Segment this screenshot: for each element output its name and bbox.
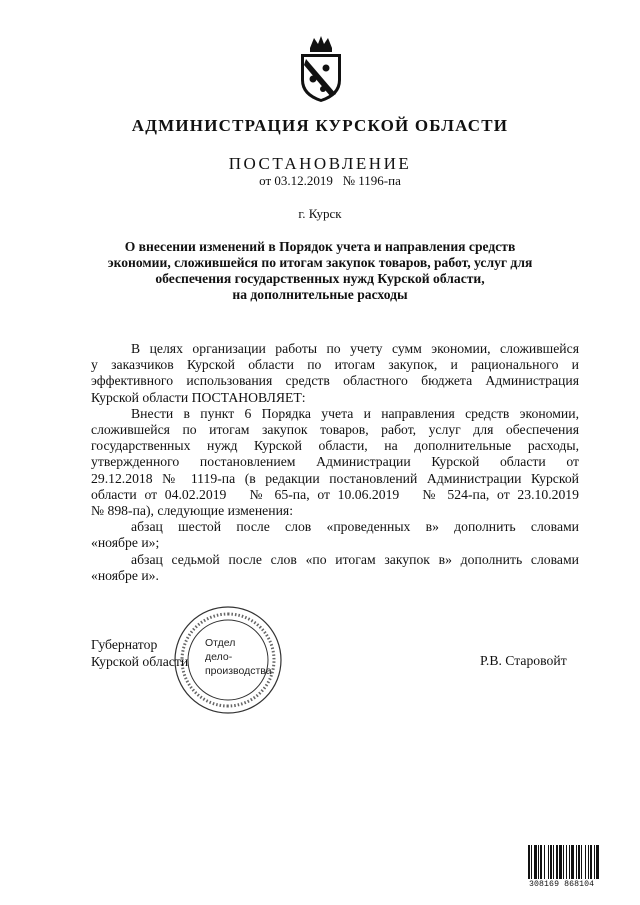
barcode-bar xyxy=(553,845,554,879)
barcode-bar xyxy=(590,845,592,879)
subject-line: обеспечения государственных нужд Курской области, xyxy=(155,271,485,286)
stamp-text xyxy=(205,636,272,678)
barcode-bar xyxy=(548,845,549,879)
barcode-bar xyxy=(528,845,530,879)
subject-line: О внесении изменений в Порядок учета и направления средств xyxy=(124,239,516,254)
barcode-bar xyxy=(571,845,574,879)
kursk-coat-of-arms-icon xyxy=(296,34,346,104)
body-line: области от 04.02.2019 № 65-па, от 10.06.2019 № 524-па, от 23.10.2019 xyxy=(91,486,579,502)
body-line: государственных нужд Курской области, на дополнительные расходы, xyxy=(91,438,579,454)
city-label: г. Курск xyxy=(298,206,342,221)
body-line: Внести в пункт 6 Порядка учета и направления средств экономии, xyxy=(131,405,579,421)
stamp-line: Отдел xyxy=(205,637,236,649)
body-line: у заказчиков Курской области по итогам закупок, и рационального и xyxy=(91,357,579,373)
barcode-bar xyxy=(534,845,537,879)
body-line: утвержденного постановлением Администрации Курской области от xyxy=(91,454,579,470)
barcode-bar xyxy=(585,845,586,879)
barcode-bar xyxy=(550,845,552,879)
subject-line: экономии, сложившейся по итогам закупок товаров, работ, услуг для xyxy=(107,255,533,270)
body-line: сложившейся по итогам закупок товаров, работ, услуг для обеспечения xyxy=(91,422,579,438)
document-body xyxy=(91,341,579,584)
barcode-bar xyxy=(569,845,570,879)
stamp-line: производства xyxy=(205,665,272,677)
body-line: В целях организации работы по учету сумм экономии, сложившейся xyxy=(131,341,579,356)
body-line: 29.12.2018 № 1119-па (в редакции постановлений Администрации Курской xyxy=(91,470,579,486)
barcode-bar xyxy=(563,845,564,879)
signature-position-line: Курской области xyxy=(91,653,189,669)
barcode-bar xyxy=(544,845,545,879)
barcode-bar xyxy=(566,845,567,879)
document-date-number: от 03.12.2019 № 1196-па xyxy=(259,173,401,188)
barcode-bar xyxy=(581,845,582,879)
barcode-bar xyxy=(588,845,589,879)
body-line: эффективного использования средств областного бюджета Администрация xyxy=(91,373,579,389)
barcode-number: 308169 868104 xyxy=(529,880,595,889)
document-subject xyxy=(80,239,560,303)
organization-title: АДМИНИСТРАЦИЯ КУРСКОЙ ОБЛАСТИ xyxy=(131,116,509,135)
barcode-bar xyxy=(559,845,562,879)
signature-position-line: Губернатор xyxy=(91,637,158,652)
signature-name: Р.В. Старовойт xyxy=(480,653,567,668)
body-line: абзац шестой после слов «проведенных в» дополнить словами xyxy=(131,519,579,535)
barcode-bar xyxy=(576,845,577,879)
signature-position xyxy=(91,637,188,670)
body-line: «ноябре и»; xyxy=(91,535,160,551)
barcode-bar xyxy=(531,845,532,879)
barcode-bar xyxy=(596,845,599,879)
barcode-bar xyxy=(540,845,542,879)
barcode-bar xyxy=(556,845,558,879)
barcode-bar xyxy=(578,845,580,879)
subject-line: на дополнительные расходы xyxy=(232,287,408,302)
body-line: абзац седьмой после слов «по итогам закупок в» дополнить словами xyxy=(131,551,579,567)
stamp-line: дело- xyxy=(205,651,233,663)
body-line: № 898-па), следующие изменения: xyxy=(91,503,293,519)
body-line: Курской области ПОСТАНОВЛЯЕТ: xyxy=(91,389,306,405)
barcode-bar xyxy=(594,845,595,879)
barcode-bar xyxy=(538,845,539,879)
document-type: ПОСТАНОВЛЕНИЕ xyxy=(228,154,412,173)
body-line: «ноябре и». xyxy=(91,567,159,583)
